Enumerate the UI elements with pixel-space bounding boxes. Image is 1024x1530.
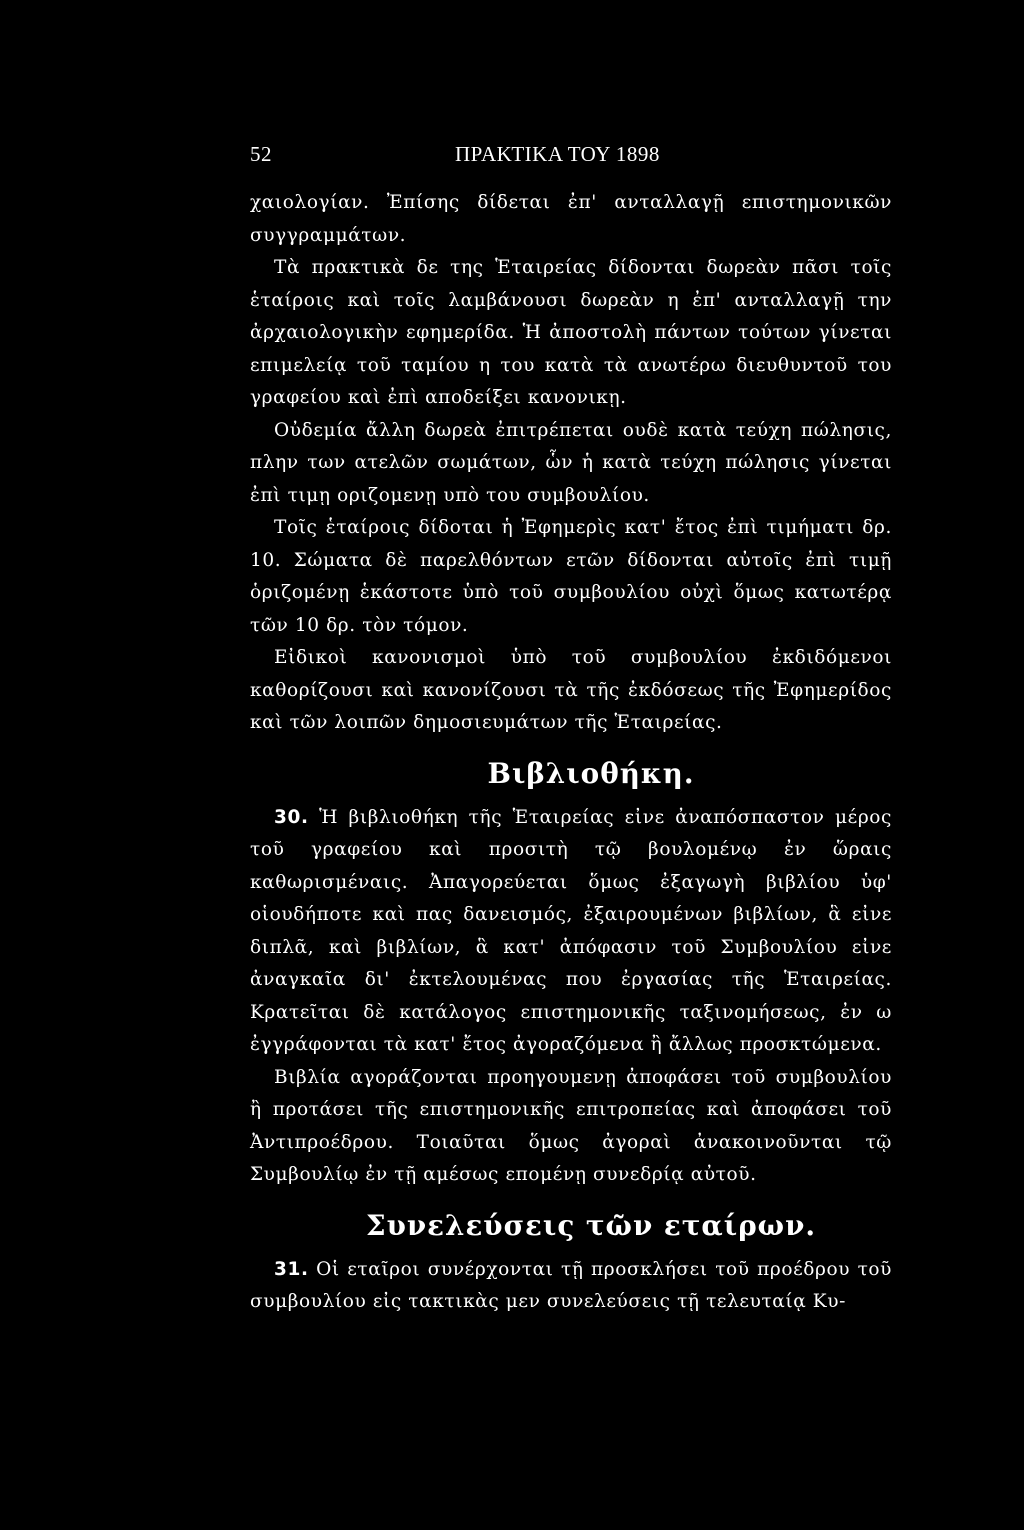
- paragraph-book-purchases: Βιβλία αγοράζονται προηγουμενῃ ἀποφάσει τοῦ συμβουλίου ἢ προτάσει τῆς επιστημονικῆς επιτροπείας καὶ ἀποφάσει τοῦ Ἀντιπροέδρου. Τοιαῦται ὅμως ἀγοραὶ ἀνακοινοῦνται τῷ Συμβουλίῳ ἐν τῇ αμέσως επομένῃ συνεδρίᾳ αὐτοῦ.: [250, 1066, 892, 1185]
- article-number-30: 30.: [274, 806, 309, 828]
- paragraph-continued: χαιολογίαν. Ἐπίσης δίδεται ἐπ' ανταλλαγῇ επιστημονικῶν συγγραμμάτων.: [250, 192, 892, 246]
- section-heading-meetings: Συνελεύσεις τῶν εταίρων.: [365, 1208, 817, 1242]
- page-number: 52: [250, 142, 272, 166]
- article-number-31: 31.: [274, 1258, 309, 1280]
- paragraph-ephemeris-price: Τοῖς ἑταίροις δίδοται ἡ Ἐφημερὶς κατ' ἔτος ἐπὶ τιμήματι δρ. 10. Σώματα δὲ παρελθόντων ετῶν δίδονται αὐτοῖς ἐπὶ τιμῇ ὁριζομένῃ ἑκάστοτε ὑπὸ τοῦ συμβουλίου οὐχὶ ὅμως κατωτέρᾳ τῶν 10 δρ. τὸν τόμον.: [250, 517, 892, 636]
- paragraph-special-regulations: Εἰδικοὶ κανονισμοὶ ὑπὸ τοῦ συμβουλίου ἐκδιδόμενοι καθορίζουσι καὶ κανονίζουσι τὰ τῆς ἐκδόσεως τῆς Ἐφημερίδος καὶ τῶν λοιπῶν δημοσιευμάτων τῆς Ἑταιρείας.: [250, 647, 892, 733]
- article-30-text: Ἡ βιβλιοθήκη τῆς Ἑταιρείας εἰνε ἀναπόσπαστον μέρος τοῦ γραφείου καὶ προσιτὴ τῷ βουλομένῳ ἐν ὥραις καθωρισμέναις. Ἀπαγορεύεται ὅμως ἐξαγωγὴ βιβλίου ὑφ' οἱουδήποτε καὶ πας δανεισμός, ἐξαιρουμένων βιβλίων, ἃ εἰνε διπλᾶ, καὶ βιβλίων, ἃ κατ' ἀπόφασιν τοῦ Συμβουλίου εἰνε ἀναγκαῖα δι' ἐκτελουμένας που ἐργασίας τῆς Ἑταιρείας. Κρατεῖται δὲ κατάλογος επιστημονικῆς ταξινομήσεως, ἐν ω ἐγγράφονται τὰ κατ' ἔτος ἀγοραζόμενα ἢ ἄλλως προσκτώμενα.: [250, 806, 892, 1055]
- running-head: ΠΡΑΚΤΙΚΑ ΤΟΥ 1898: [455, 142, 660, 166]
- document-page: [250, 0, 892, 1530]
- article-31-text: Οἱ εταῖροι συνέρχονται τῇ προσκλήσει τοῦ προέδρου τοῦ συμβουλίου εἰς τακτικὰς μεν συνελεύσεις τῇ τελευταίᾳ Κυ-: [250, 1258, 892, 1312]
- paragraph-proceedings-distribution: Τὰ πρακτικὰ δε της Ἑταιρείας δίδονται δωρεὰν πᾶσι τοῖς ἑταίροις καὶ τοῖς λαμβάνουσι δωρεὰν η ἐπ' ανταλλαγῇ την ἀρχαιολογικὴν εφημερίδα. Ἡ ἀποστολὴ πάντων τούτων γίνεται επιμελείᾳ τοῦ ταμίου η του κατὰ τὰ ανωτέρω διευθυντοῦ του γραφείου καὶ ἐπὶ αποδείξει κανονικῃ.: [250, 257, 892, 408]
- paragraph-no-other-gifts: Οὐδεμία ἄλλη δωρεὰ ἐπιτρέπεται ουδὲ κατὰ τεύχη πώλησις, πλην των ατελῶν σωμάτων, ὧν ἡ κατὰ τεύχη πώλησις γίνεται ἐπὶ τιμῃ οριζομενῃ υπὸ του συμβουλίου.: [250, 419, 892, 506]
- paragraph-article-31: [250, 1254, 892, 1319]
- page-header: [250, 142, 892, 172]
- body-text: [250, 187, 892, 1319]
- paragraph-article-30: [250, 802, 892, 1062]
- section-heading-library: Βιβλιοθήκη.: [487, 756, 695, 790]
